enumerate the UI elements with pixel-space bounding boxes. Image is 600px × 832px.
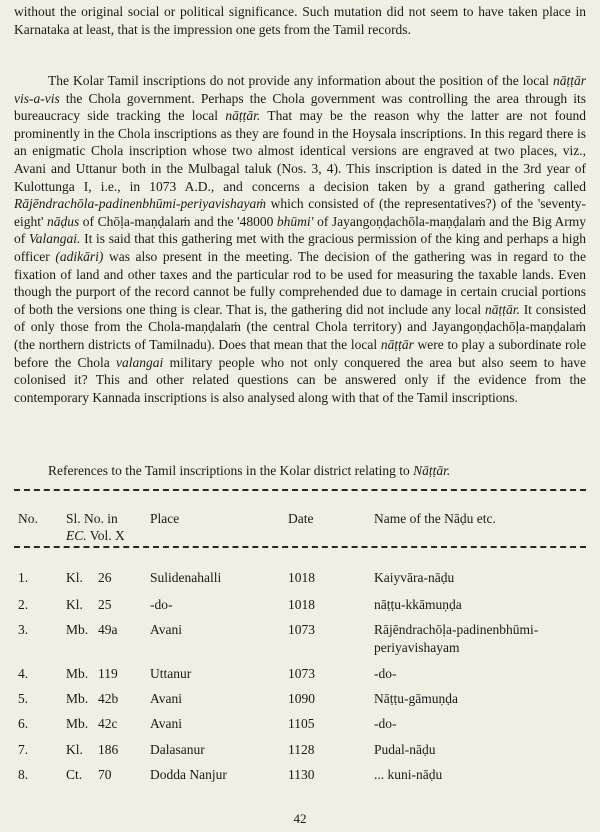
row-place: Avani [150, 716, 182, 731]
row-name: ... kuni-nāḍu [374, 767, 443, 782]
page-number: 42 [293, 811, 307, 826]
row-place: -do- [150, 597, 173, 612]
table-top-rule [14, 489, 586, 491]
row-no: 8. [18, 767, 29, 782]
row-num: 42c [98, 716, 118, 731]
row-place: Dalasanur [150, 742, 205, 757]
row-abbr: Kl. [66, 570, 83, 585]
row-name: -do- [374, 716, 397, 731]
header-place: Place [150, 511, 180, 526]
row-num: 119 [98, 666, 118, 681]
paragraph-kolar-inscriptions: The Kolar Tamil inscriptions do not provide any information about the position of the local nāṭṭār vis-a-vis the Chola government. Perhaps the Chola government was controlling the area through its bureaucracy side tracking the local nāṭṭār. That may be the reason why the latter are not found prominently in the Chola inscriptions as they are found in the Hoysala inscriptions. In this regard there is an enigmatic Chola inscription whose two almost identical versions are engraved at two places, viz., Avani and Uttanur both in the Mulbagal taluk (Nos. 3, 4). This inscription is dated in the 3rd year of Kulottunga I, i.e., in 1073 A.D., and concerns a decision taken by a grand gathering called Rājēndrachōla-padinenbhūmi-periyavishayaṁ which consisted of (the representatives?) of the 'seventy-eight' nāḍus of Chōḷa-maṇḍalaṁ and the '48000 bhūmi' of Jayangoṇḍachōla-maṇḍalaṁ and the Big Army of Valangai. It is said that this gathering met with the gracious permission of the king and perhaps a high officer (adikāri) was also present in the meeting. The decision of the gathering was in regard to the fixation of land and other taxes and the particular rod to be used for measuring the taxable lands. Even though the purport of the record cannot be fully comprehended due to damage in certain crucial portions of both the versions one thing is clear. That is, the gathering did not include any local nāṭṭār. It consisted of only those from the Chola-maṇḍalaṁ (the central Chola territory) and Jayangoṇḍachōḷa-maṇḍalaṁ (the northern districts of Tamilnadu). Does that mean that the local nāṭṭār were to play a subordinate role before the Chola valangai military people who not only conquered the area but also seem to have colonised it? This and other related questions can be answered only if the evidence from the contemporary Kannada inscriptions is also analysed along with that of the Tamil inscriptions. [14, 73, 587, 405]
row-date: 1130 [288, 767, 315, 782]
header-name: Name of the Nāḍu etc. [374, 511, 496, 526]
row-num: 49a [98, 622, 118, 637]
table-header-rule [14, 546, 586, 548]
header-volume: EC. Vol. X [66, 528, 125, 543]
row-no: 5. [18, 691, 29, 706]
row-no: 6. [18, 716, 29, 731]
row-abbr: Mb. [66, 691, 89, 706]
row-name-continued: periyavishayam [374, 640, 460, 655]
row-abbr: Ct. [66, 767, 83, 782]
row-date: 1018 [288, 570, 315, 585]
row-abbr: Mb. [66, 622, 89, 637]
row-no: 7. [18, 742, 29, 757]
row-name: nāṭṭu-kkāmuṇḍa [374, 597, 462, 612]
row-name: Nāṭṭu-gāmuṇḍa [374, 691, 458, 706]
table-caption: References to the Tamil inscriptions in the Kolar district relating to Nāṭṭār. [48, 463, 451, 478]
row-abbr: Kl. [66, 742, 83, 757]
row-date: 1090 [288, 691, 315, 706]
row-place: Uttanur [150, 666, 192, 681]
row-name: -do- [374, 666, 397, 681]
row-abbr: Kl. [66, 597, 83, 612]
paragraph-continuation: without the original social or political significance. Such mutation did not seem to have taken place in Karnataka at least, that is the impression one gets from the Tamil records. [14, 4, 586, 37]
row-abbr: Mb. [66, 666, 89, 681]
row-abbr: Mb. [66, 716, 89, 731]
row-date: 1018 [288, 597, 315, 612]
row-no: 1. [18, 570, 29, 585]
row-no: 3. [18, 622, 29, 637]
row-place: Sulidenahalli [150, 570, 222, 585]
row-place: Dodda Nanjur [150, 767, 227, 782]
row-name: Kaiyvāra-nāḍu [374, 570, 455, 585]
header-date: Date [288, 511, 314, 526]
row-num: 42b [98, 691, 119, 706]
row-date: 1073 [288, 622, 315, 637]
row-name: Pudal-nāḍu [374, 742, 436, 757]
row-date: 1073 [288, 666, 315, 681]
row-date: 1105 [288, 716, 315, 731]
row-num: 25 [98, 597, 112, 612]
row-name: Rājēndrachōḷa-padinenbhūmi- [374, 622, 539, 637]
row-num: 26 [98, 570, 112, 585]
row-no: 2. [18, 597, 29, 612]
header-no: No. [18, 511, 38, 526]
row-place: Avani [150, 691, 182, 706]
row-num: 70 [98, 767, 112, 782]
row-date: 1128 [288, 742, 315, 757]
header-sl-no: Sl. No. in [66, 511, 118, 526]
row-no: 4. [18, 666, 29, 681]
row-num: 186 [98, 742, 119, 757]
row-place: Avani [150, 622, 182, 637]
